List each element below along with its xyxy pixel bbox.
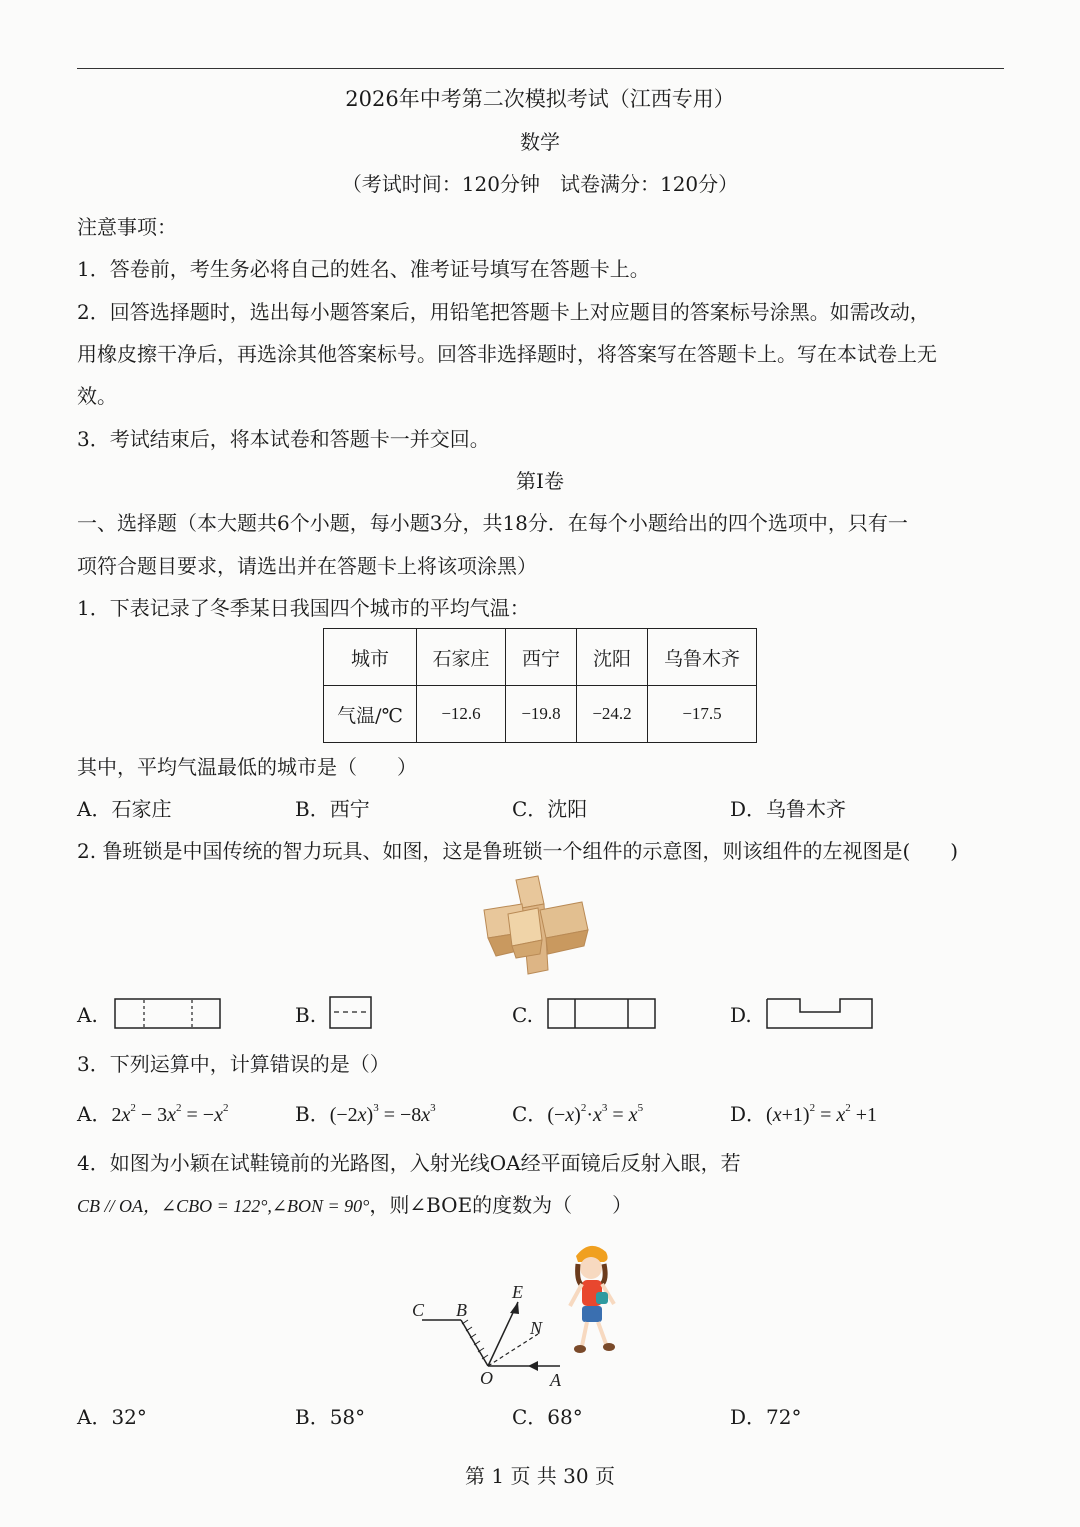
notice-item-1: 1．答卷前，考生务必将自己的姓名、准考证号填写在答题卡上。: [77, 257, 650, 281]
q3-option-d-label: D．: [730, 1102, 767, 1126]
girl-illustration: [570, 1246, 615, 1353]
q3-option-a-formula: $2x^2 - 3x^2 = -x^2$: [111, 1102, 229, 1126]
q2-option-a-figure: [114, 998, 222, 1030]
q3-option-b-label: B．: [295, 1102, 330, 1126]
q2-option-d-figure: [766, 998, 874, 1030]
q1-option-c: C．沈阳: [512, 797, 588, 821]
q1-option-d: D．乌鲁木齐: [730, 797, 847, 821]
q4-condition-math: CB // OA，∠CBO = 122°,∠BON = 90°: [77, 1196, 370, 1216]
q1-question: 其中，平均气温最低的城市是（ ）: [77, 755, 417, 779]
q4-stem: 4．如图为小颖在试鞋镜前的光路图，入射光线OA经平面镜后反射入眼，若: [77, 1151, 741, 1175]
luban-lock-image: [478, 874, 594, 978]
table-row: [324, 686, 757, 743]
q3-option-b: [295, 1101, 436, 1128]
table-cell: −24.2: [577, 686, 648, 743]
q3-option-b-formula: $(-2x)^3 = -8x^3$: [329, 1102, 436, 1126]
notice-item-2-end: 效。: [77, 384, 117, 408]
point-e-label: E: [512, 1282, 523, 1302]
part-title: 第Ⅰ卷: [516, 469, 564, 493]
q4-condition: [77, 1192, 632, 1219]
q4-option-a: A．32°: [77, 1405, 147, 1429]
q3-option-c-label: C．: [512, 1102, 548, 1126]
point-c-label: C: [412, 1300, 425, 1320]
notice-item-2-cont: 用橡皮擦干净后，再选涂其他答案标号。回答非选择题时，将答案写在答题卡上。写在本试卷上无: [77, 342, 937, 366]
table-header-cell: 西宁: [506, 629, 577, 686]
q2-option-c-label: C.: [512, 1003, 533, 1027]
q4-condition-tail: ，则∠BOE的度数为（ ）: [369, 1193, 633, 1217]
q1-stem: 1．下表记录了冬季某日我国四个城市的平均气温：: [77, 596, 530, 620]
table-header-cell: 城市: [324, 629, 417, 686]
q4-option-c: C．68°: [512, 1405, 583, 1429]
point-a-label: A: [550, 1370, 561, 1390]
table-cell: −19.8: [506, 686, 577, 743]
q2-option-a-label: A.: [77, 1003, 98, 1027]
q3-stem: 3．下列运算中，计算错误的是（）: [77, 1052, 390, 1076]
point-b-label: B: [456, 1300, 467, 1320]
table-cell: 气温/℃: [324, 686, 417, 743]
q2-option-c-figure: [547, 998, 657, 1030]
q1-option-a: A．石家庄: [77, 797, 172, 821]
section-heading-cont: 项符合题目要求，请选出并在答题卡上将该项涂黑）: [77, 554, 537, 578]
light-path-figure: [400, 1234, 640, 1394]
temperature-table: [323, 628, 757, 743]
page-footer: 第 1 页 共 30 页: [465, 1464, 615, 1488]
subject-title: 数学: [520, 130, 560, 154]
point-o-label: O: [480, 1368, 493, 1388]
section-heading: 一、选择题（本大题共6个小题，每小题3分，共18分．在每个小题给出的四个选项中，只有一: [77, 511, 908, 535]
q2-option-b-figure: [329, 996, 373, 1030]
table-cell: −12.6: [417, 686, 506, 743]
point-n-label: N: [530, 1318, 543, 1338]
q3-option-c: [512, 1101, 643, 1128]
notice-heading: 注意事项：: [77, 215, 177, 239]
q4-option-b: B．58°: [295, 1405, 366, 1429]
table-header-cell: 沈阳: [577, 629, 648, 686]
q2-stem: 2. 鲁班锁是中国传统的智力玩具、如图，这是鲁班锁一个组件的示意图，则该组件的左视图是( ): [77, 839, 959, 863]
q3-option-a: [77, 1101, 228, 1128]
q1-option-b: B．西宁: [295, 797, 370, 821]
exam-info: （考试时间：120分钟 试卷满分：120分）: [341, 172, 739, 196]
exam-title: 2026年中考第二次模拟考试（江西专用）: [345, 87, 735, 111]
table-row: [324, 629, 757, 686]
notice-item-3: 3．考试结束后，将本试卷和答题卡一并交回。: [77, 427, 490, 451]
q2-option-b-label: B.: [295, 1003, 317, 1027]
q3-option-d-formula: $(x+1)^2 = x^2 +1$: [766, 1102, 878, 1126]
notice-item-2: 2．回答选择题时，选出每小题答案后，用铅笔把答题卡上对应题目的答案标号涂黑。如需改动，: [77, 300, 930, 324]
luban-lock-shape: [484, 876, 588, 974]
q3-option-c-formula: $(-x)^2\cdot x^3 = x^5$: [547, 1102, 644, 1126]
q2-option-d-label: D.: [730, 1003, 752, 1027]
table-cell: −17.5: [648, 686, 757, 743]
q3-option-d: [730, 1101, 877, 1128]
table-header-cell: 石家庄: [417, 629, 506, 686]
table-header-cell: 乌鲁木齐: [648, 629, 757, 686]
q4-option-d: D．72°: [730, 1405, 802, 1429]
q3-option-a-label: A．: [77, 1102, 112, 1126]
header-rule: [77, 68, 1004, 69]
